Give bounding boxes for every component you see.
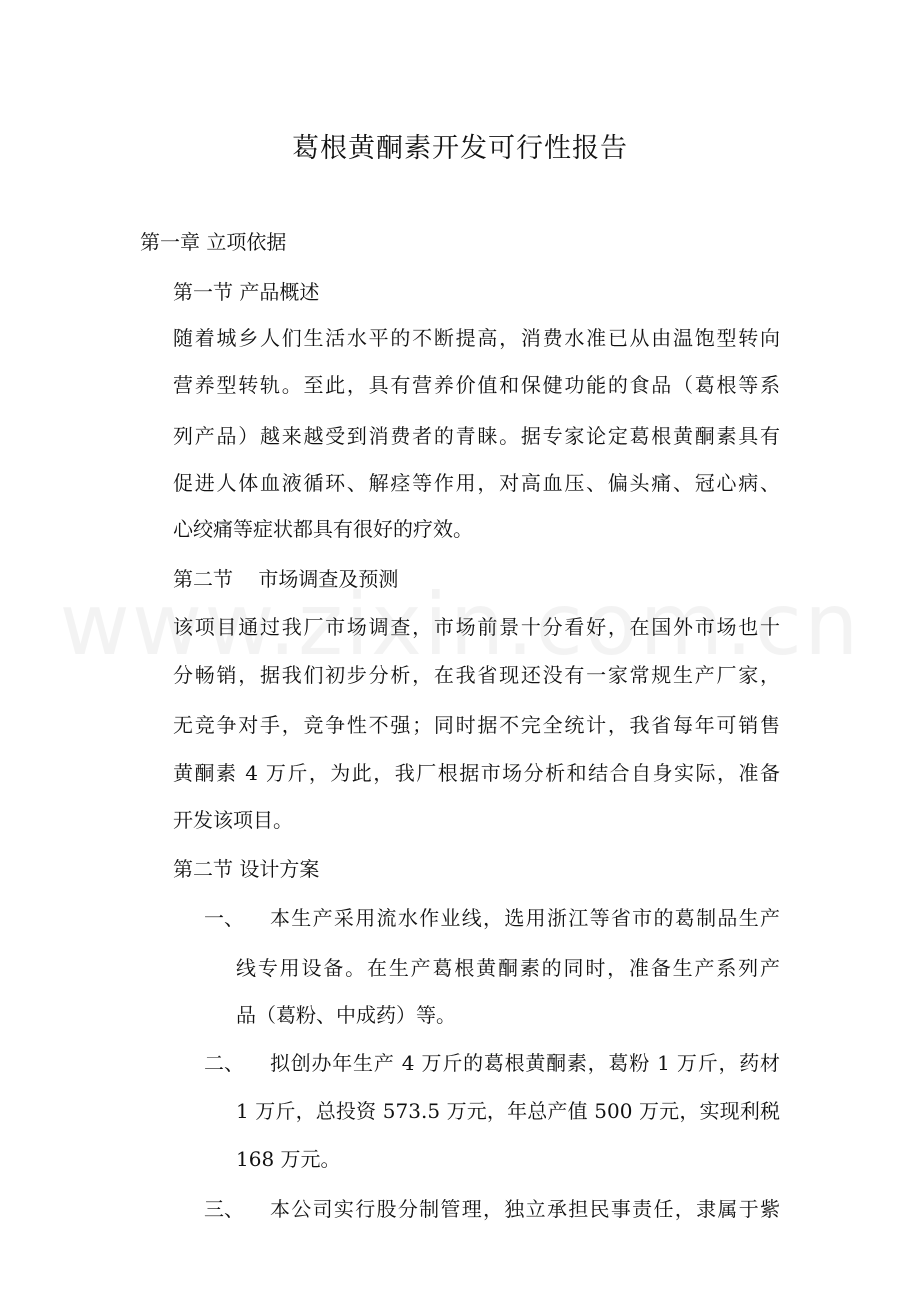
- paragraph-line: 列产品）越来越受到消费者的青睐。据专家论定葛根黄酮素具有: [173, 424, 780, 448]
- section-heading-design: 第二节 设计方案: [173, 857, 320, 881]
- paragraph-line: 黄酮素 4 万斤，为此，我厂根据市场分析和结合自身实际，准备: [173, 761, 780, 785]
- chapter-heading: 第一章 立项依据: [140, 230, 287, 254]
- document-title: 葛根黄酮素开发可行性报告: [292, 133, 628, 164]
- paragraph-line: 营养型转轨。至此，具有营养价值和保健功能的食品（葛根等系: [173, 373, 780, 397]
- list-item-marker: 二、: [204, 1051, 244, 1075]
- section-heading-market: 第二节 市场调查及预测: [173, 567, 399, 591]
- list-item-line: 品（葛粉、中成药）等。: [236, 1003, 456, 1027]
- list-item-marker: 三、: [204, 1197, 244, 1221]
- paragraph-line: 促进人体血液循环、解痉等作用，对高血压、偏头痛、冠心病、: [173, 471, 780, 495]
- paragraph-line: 分畅销，据我们初步分析，在我省现还没有一家常规生产厂家，: [173, 663, 780, 687]
- paragraph-line: 随着城乡人们生活水平的不断提高，消费水准已从由温饱型转向: [173, 326, 780, 350]
- paragraph-line: 心绞痛等症状都具有很好的疗效。: [173, 517, 473, 541]
- list-item-line: 线专用设备。在生产葛根黄酮素的同时，准备生产系列产: [236, 956, 780, 980]
- list-item-marker: 一、: [204, 906, 244, 930]
- paragraph-line: 无竞争对手，竞争性不强；同时据不完全统计，我省每年可销售: [173, 713, 780, 737]
- paragraph-line: 该项目通过我厂市场调查，市场前景十分看好，在国外市场也十: [173, 615, 780, 639]
- list-item-line: 1 万斤，总投资 573.5 万元，年总产值 500 万元，实现利税: [236, 1099, 780, 1123]
- list-item-line: 拟创办年生产 4 万斤的葛根黄酮素，葛粉 1 万斤，药材: [270, 1051, 780, 1075]
- list-item-line: 本公司实行股分制管理，独立承担民事责任，隶属于紫: [270, 1197, 780, 1221]
- list-item-line: 168 万元。: [236, 1147, 341, 1171]
- section-heading-overview: 第一节 产品概述: [173, 280, 320, 304]
- list-item-line: 本生产采用流水作业线，选用浙江等省市的葛制品生产: [270, 906, 780, 930]
- paragraph-line: 开发该项目。: [173, 808, 293, 832]
